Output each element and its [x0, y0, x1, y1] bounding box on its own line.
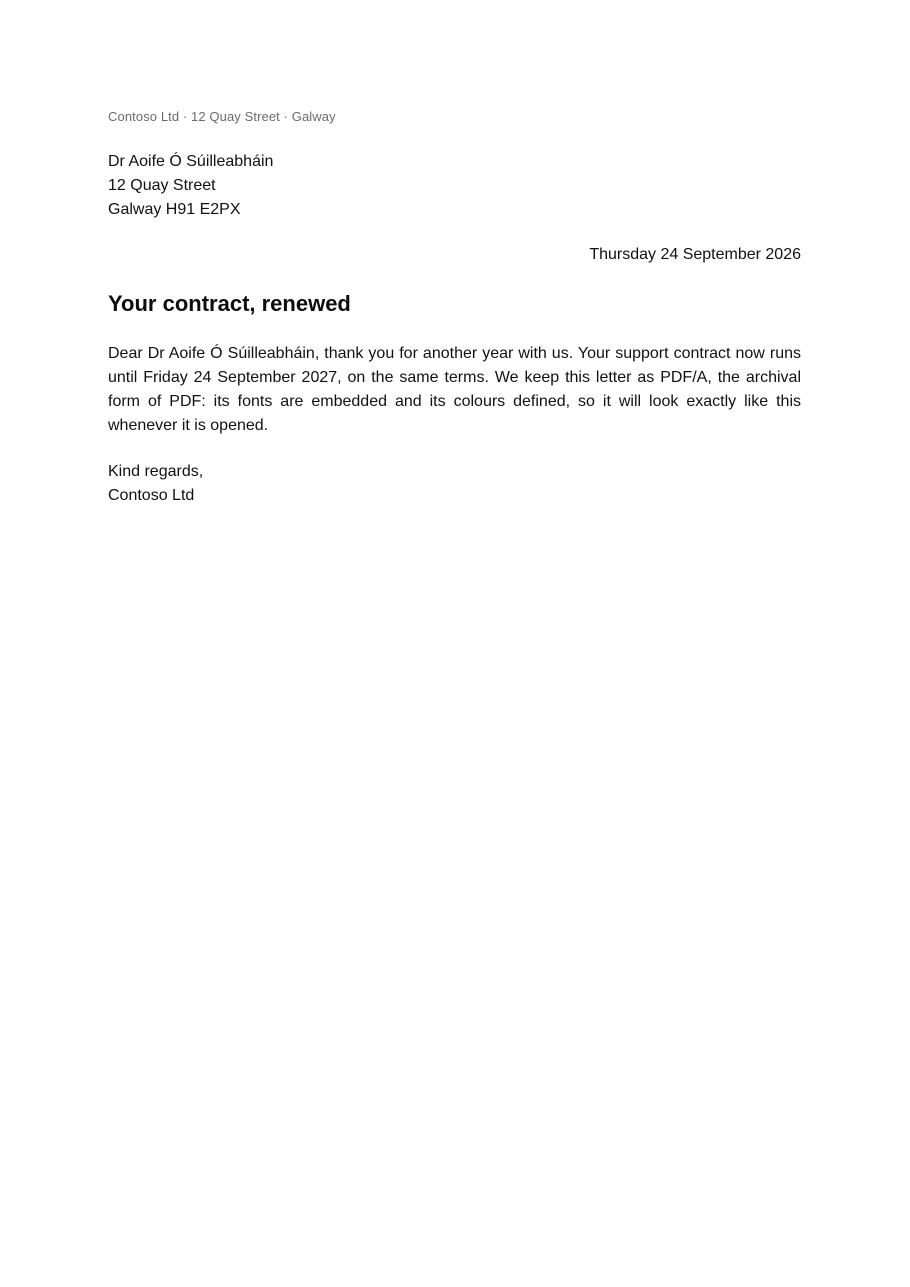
recipient-name: Dr Aoife Ó Súilleabháin — [108, 153, 274, 170]
letter-body: Dear Dr Aoife Ó Súilleabháin, thank you for another year with us. Your support contract now runs until Friday 24 September 2027, on the same terms. We keep this letter as PDF/A, the archival form of PDF: its fonts are embedded and its colours defined, so it will look exactly like this whenever it is opened. — [108, 345, 801, 434]
letter-closing — [108, 460, 203, 508]
letter-date: Thursday 24 September 2026 — [589, 246, 801, 263]
letterhead: Contoso Ltd · 12 Quay Street · Galway — [108, 109, 336, 124]
closing-salutation: Kind regards, — [108, 463, 204, 480]
recipient-city: Galway H91 E2PX — [108, 201, 241, 218]
recipient-address — [108, 150, 273, 222]
recipient-street: 12 Quay Street — [108, 177, 216, 194]
letter-title: Your contract, renewed — [108, 291, 351, 316]
closing-signature: Contoso Ltd — [108, 487, 195, 504]
